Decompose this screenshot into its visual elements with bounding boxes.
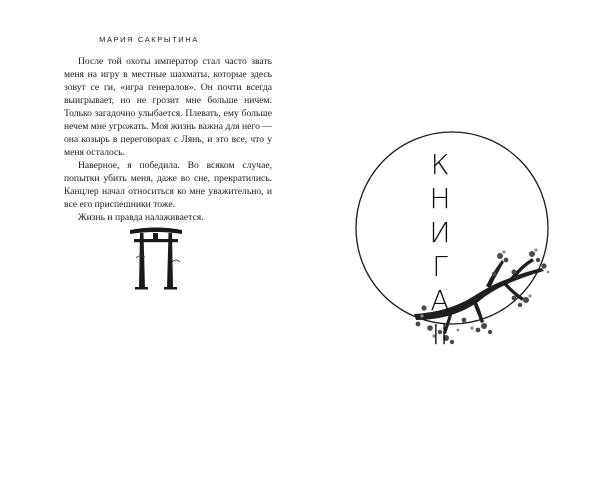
title-letter: А [430,284,450,317]
book-title-vertical [415,148,465,352]
paragraph: После той охоты император стал часто звать меня на игру в местные шахматы, которые здесь зовут се ги, «игра генералов». Он почти всегда выигрывает, но не грозит мне больше ничем. Только загадочно улыбается. Плевать, ему больше нечем мне угрожать. Моя жизнь важна для него — она козырь в переговорах с Лянь, и это все, что у меня осталось. [64,56,272,158]
paragraph: Наверное, я победила. Во всяком случае, попытки убить меня, даже во сне, прекратились. Канцлер начал относиться ко мне уважительно, и все его приспешники тоже. [64,160,272,210]
title-letter: И [429,216,451,249]
torii-gate-icon [128,224,184,290]
right-page [304,0,608,491]
paragraph: Жизнь и правда налаживается. [78,212,204,223]
title-letter: Н [429,182,451,215]
title-letter: II [431,318,449,351]
title-letter: К [430,148,450,181]
running-head: МАРИЯ САКРЫТИНА [99,35,199,44]
title-letter: Г [432,250,448,283]
body-text [64,55,272,224]
